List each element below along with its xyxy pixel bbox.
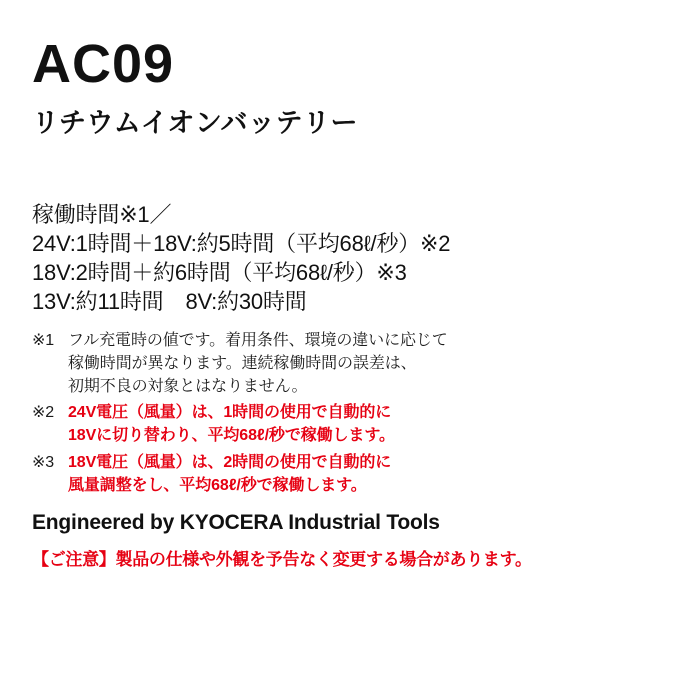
footnote-1-body xyxy=(68,329,672,399)
operating-time-line-24v: 24V:1時間＋18V:約5時間（平均68ℓ/秒）※2 xyxy=(32,230,451,256)
footnote-2-line-1: 24V電圧（風量）は、1時間の使用で自動的に xyxy=(68,404,392,422)
footnote-1-line-2: 稼働時間が異なります。連続稼働時間の誤差は、 xyxy=(68,354,417,372)
footnote-3-line-1: 18V電圧（風量）は、2時間の使用で自動的に xyxy=(68,453,392,471)
footnote-2-body xyxy=(68,401,672,447)
footnote-1-marker: ※1 xyxy=(32,331,55,349)
footnote-2-line-2: 18Vに切り替わり、平均68ℓ/秒で稼働します。 xyxy=(68,427,395,445)
operating-time-13v: 13V:約11時間 xyxy=(32,289,164,315)
operating-time-heading: 稼働時間※1／ xyxy=(32,201,172,227)
engineered-by-text: Engineered by KYOCERA Industrial Tools xyxy=(32,511,440,534)
caution-text: 【ご注意】製品の仕様や外観を予告なく変更する場合があります。 xyxy=(32,550,532,569)
operating-time-line-18v: 18V:2時間＋約6時間（平均68ℓ/秒）※3 xyxy=(32,260,407,286)
product-code: AC09 xyxy=(32,34,175,94)
footnote-3-marker: ※3 xyxy=(32,453,55,471)
footnote-2-marker: ※2 xyxy=(32,404,55,422)
footnote-3-line-2: 風量調整をし、平均68ℓ/秒で稼働します。 xyxy=(68,476,367,494)
footnote-3 xyxy=(32,451,672,497)
footnote-list xyxy=(32,329,672,497)
footnote-3-body xyxy=(68,451,672,497)
footnote-1-line-1: フル充電時の値です。着用条件、環境の違いに応じて xyxy=(68,331,448,349)
operating-time-block xyxy=(32,200,672,317)
operating-time-line-low-voltage xyxy=(32,287,672,316)
footnote-1 xyxy=(32,329,672,399)
product-name: リチウムイオンバッテリー xyxy=(32,107,358,138)
footnote-1-line-3: 初期不良の対象とはなりません。 xyxy=(68,378,308,396)
footnote-2 xyxy=(32,401,672,447)
operating-time-8v: 8V:約30時間 xyxy=(185,289,307,315)
